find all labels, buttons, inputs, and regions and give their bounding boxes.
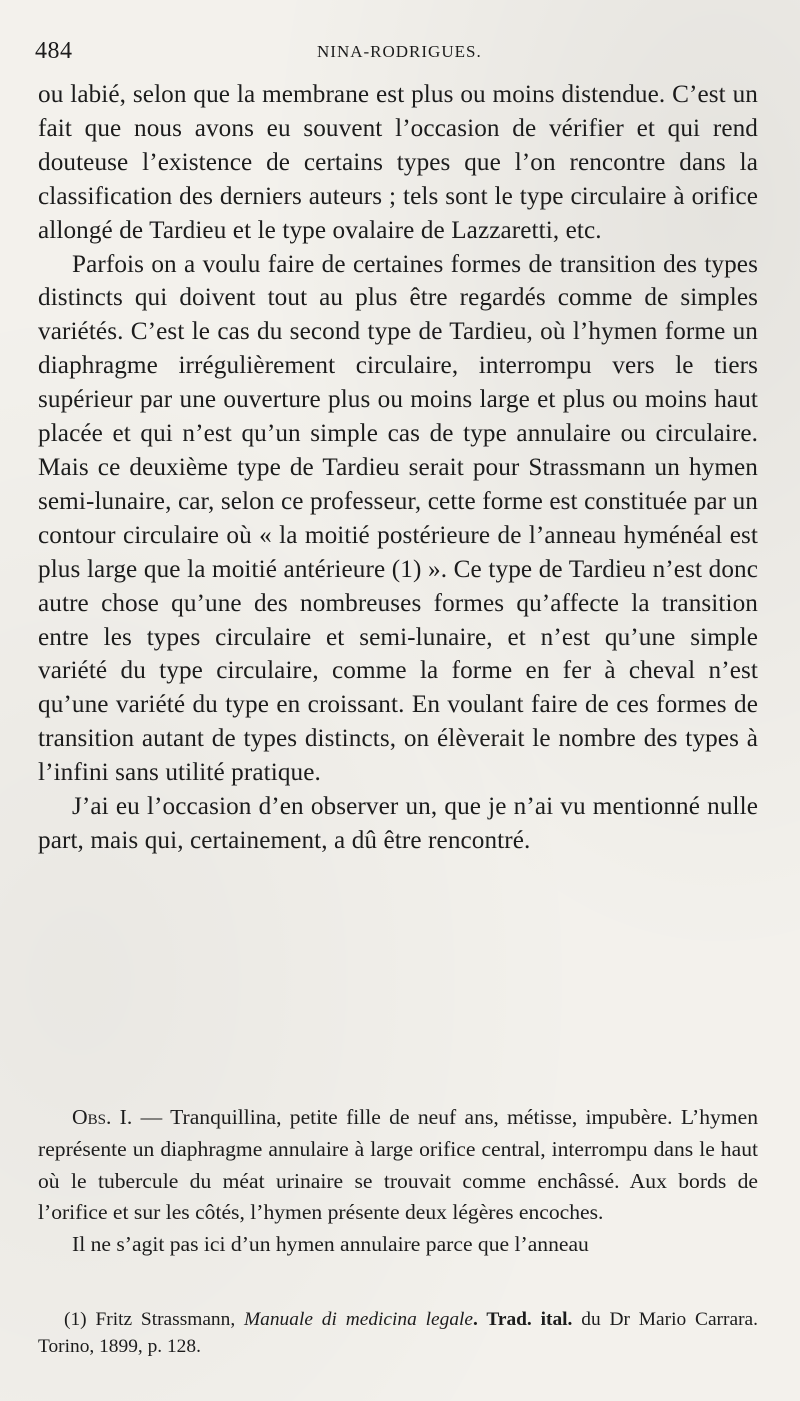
observation-continuation: Il ne s’agit pas ici d’un hymen annulaire parce que l’anneau: [72, 1232, 589, 1257]
paragraph-2: Parfois on a voulu faire de certaines formes de transition des types distincts qui doivent tout au plus être regardés comme de simples variétés. C’est le cas du second type de Tardieu, où l’hymen forme un diaphragme irrégulièrement circulaire, interrompu vers le tiers supérieur par une ouverture plus ou moins large et plus ou moins haut placée et qui n’est qu’un simple cas de type annulaire ou circulaire. Mais ce deuxième type de Tardieu serait pour Strassmann un hymen semi-lunaire, car, selon ce professeur, cette forme est constituée par un contour circulaire où « la moitié postérieure de l’anneau hyménéal est plus large que la moitié antérieure (1) ». Ce type de Tardieu n’est donc autre chose qu’une des nombreuses formes qu’affecte la transition entre les types circulaire et semi-lunaire, et n’est qu’une simple variété du type circulaire, comme la forme en fer à cheval n’est qu’une variété du type en croissant. En voulant faire de ces formes de transition autant de types distincts, on élèverait le nombre des types à l’infini sans utilité pratique.: [38, 250, 758, 787]
paragraph-3: J’ai eu l’occasion d’en observer un, que je n’ai vu mentionné nulle part, mais qui, certainement, a dû être rencontré.: [38, 793, 758, 854]
footnote-trad: . Trad. ital.: [473, 1309, 573, 1330]
page-header: [35, 38, 765, 68]
footnote-title: Manuale di medicina legale: [244, 1309, 474, 1330]
paragraph-1: ou labié, selon que la membrane est plus ou moins distendue. C’est un fait que nous avons eu souvent l’occasion de vérifier et qui rend douteuse l’existence de certains types que l’on rencontre dans la classification des derniers auteurs ; tels sont le type circulaire à orifice allongé de Tardieu et le type ovalaire de Lazzaretti, etc.: [38, 81, 758, 244]
running-head: NINA-RODRIGUES.: [317, 42, 482, 61]
observation-block: [38, 1102, 758, 1261]
footnote-paragraph: [38, 1306, 758, 1360]
main-text: [38, 78, 758, 858]
footnote: [38, 1306, 758, 1360]
page-number: 484: [35, 38, 73, 64]
observation-label: Obs. I.: [72, 1105, 133, 1129]
footnote-marker: (1) Fritz Strassmann,: [64, 1309, 245, 1330]
observation-text: — Tranquillina, petite fille de neuf ans, métisse, impubère. L’hymen représente un diaphragme annulaire à large orifice central, interrompu dans le haut où le tubercule du méat urinaire se trouvait comme enchâssé. Aux bords de l’orifice et sur les côtés, l’hymen présente deux légères encoches.: [38, 1105, 758, 1225]
observation-paragraph: [38, 1102, 758, 1229]
footnote-rest: du Dr Mario Carrara. Torino, 1899, p. 128.: [38, 1309, 758, 1357]
